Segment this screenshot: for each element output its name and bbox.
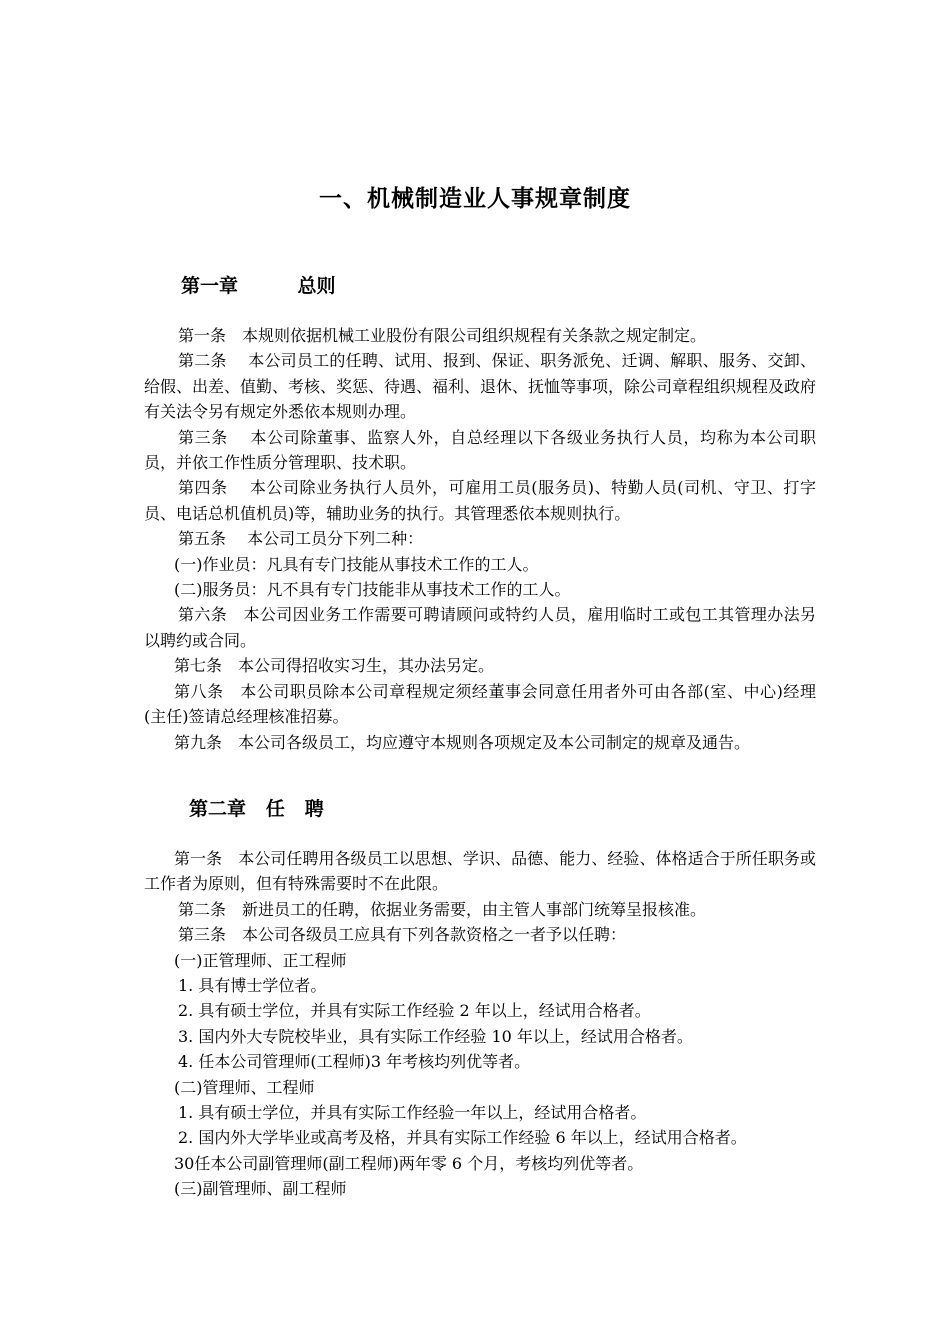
article-8: 第八条 本公司职员除本公司章程规定须经董事会同意任用者外可由各部(室、中心)经理(主任)签请总经理核准招募。: [144, 681, 816, 727]
ch2-section-1-item-4: 4. 任本公司管理师(工程师)3 年考核均列优等者。: [178, 1052, 531, 1072]
article-5-item-2: (二)服务员：凡不具有专门技能非从事技术工作的工人。: [174, 580, 571, 600]
chapter-2-body: [144, 846, 816, 1202]
ch2-article-1: 第一条 本公司任聘用各级员工以思想、学识、品德、能力、经验、体格适合于所任职务或工作者为原则，但有特殊需要时不在此限。: [144, 849, 816, 894]
article-9: 第九条 本公司各级员工，均应遵守本规则各项规定及本公司制定的规章及通告。: [174, 732, 751, 752]
ch2-section-3: (三)副管理师、副工程师: [174, 1179, 347, 1199]
ch2-section-2-item-3: 30任本公司副管理师(副工程师)两年零 6 个月，考核均列优等者。: [174, 1153, 644, 1173]
article-4: 第四条 本公司除业务执行人员外，可雇用工员(服务员)、特勤人员(司机、守卫、打字员、电话总机值机员)等，辅助业务的执行。其管理悉依本规则执行。: [144, 478, 816, 523]
article-3: 第三条 本公司除董事、监察人外，自总经理以下各级业务执行人员，均称为本公司职员，并依工作性质分管理职、技术职。: [144, 427, 816, 473]
article-2: 第二条 本公司员工的任聘、试用、报到、保证、职务派免、迁调、解职、服务、交卸、给假、出差、值勤、考核、奖惩、待遇、福利、退休、抚恤等事项，除公司章程组织规程及政府有关法令另有规定外悉依本规则办理。: [144, 351, 817, 422]
article-1: 第一条 本规则依据机械工业股份有限公司组织规程有关条款之规定制定。: [178, 326, 707, 345]
ch2-section-1-item-3: 3. 国内外大专院校毕业，具有实际工作经验 10 年以上，经试用合格者。: [178, 1026, 693, 1046]
ch2-article-2: 第二条 新进员工的任聘，依据业务需要，由主管人事部门统筹呈报核准。: [178, 899, 707, 919]
chapter-1-body: [144, 323, 816, 755]
ch2-section-2-item-2: 2. 国内外大学毕业或高考及格，并具有实际工作经验 6 年以上，经试用合格者。: [178, 1128, 747, 1148]
document-title: 一、机械制造业人事规章制度: [319, 186, 631, 212]
ch2-section-2: (二)管理师、工程师: [174, 1077, 315, 1097]
chapter-2-heading: 第二章 任 聘: [189, 798, 324, 820]
article-7: 第七条 本公司得招收实习生，其办法另定。: [174, 656, 495, 676]
article-5-item-1: (一)作业员：凡具有专门技能从事技术工作的工人。: [174, 554, 539, 574]
ch2-section-1-item-1: 1. 具有博士学位者。: [178, 976, 327, 996]
article-5: 第五条 本公司工员分下列二种：: [178, 529, 424, 549]
ch2-section-1: (一)正管理师、正工程师: [174, 950, 347, 970]
ch2-article-3: 第三条 本公司各级员工应具有下列各款资格之一者予以任聘：: [178, 925, 627, 945]
article-6: 第六条 本公司因业务工作需要可聘请顾问或特约人员，雇用临时工或包工其管理办法另以聘约或合同。: [144, 605, 816, 650]
ch2-section-2-item-1: 1. 具有硕士学位，并具有实际工作经验一年以上，经试用合格者。: [178, 1103, 647, 1123]
ch2-section-1-item-2: 2. 具有硕士学位，并具有实际工作经验 2 年以上，经试用合格者。: [178, 1001, 651, 1021]
chapter-1-heading: 第一章 总则: [181, 275, 336, 297]
